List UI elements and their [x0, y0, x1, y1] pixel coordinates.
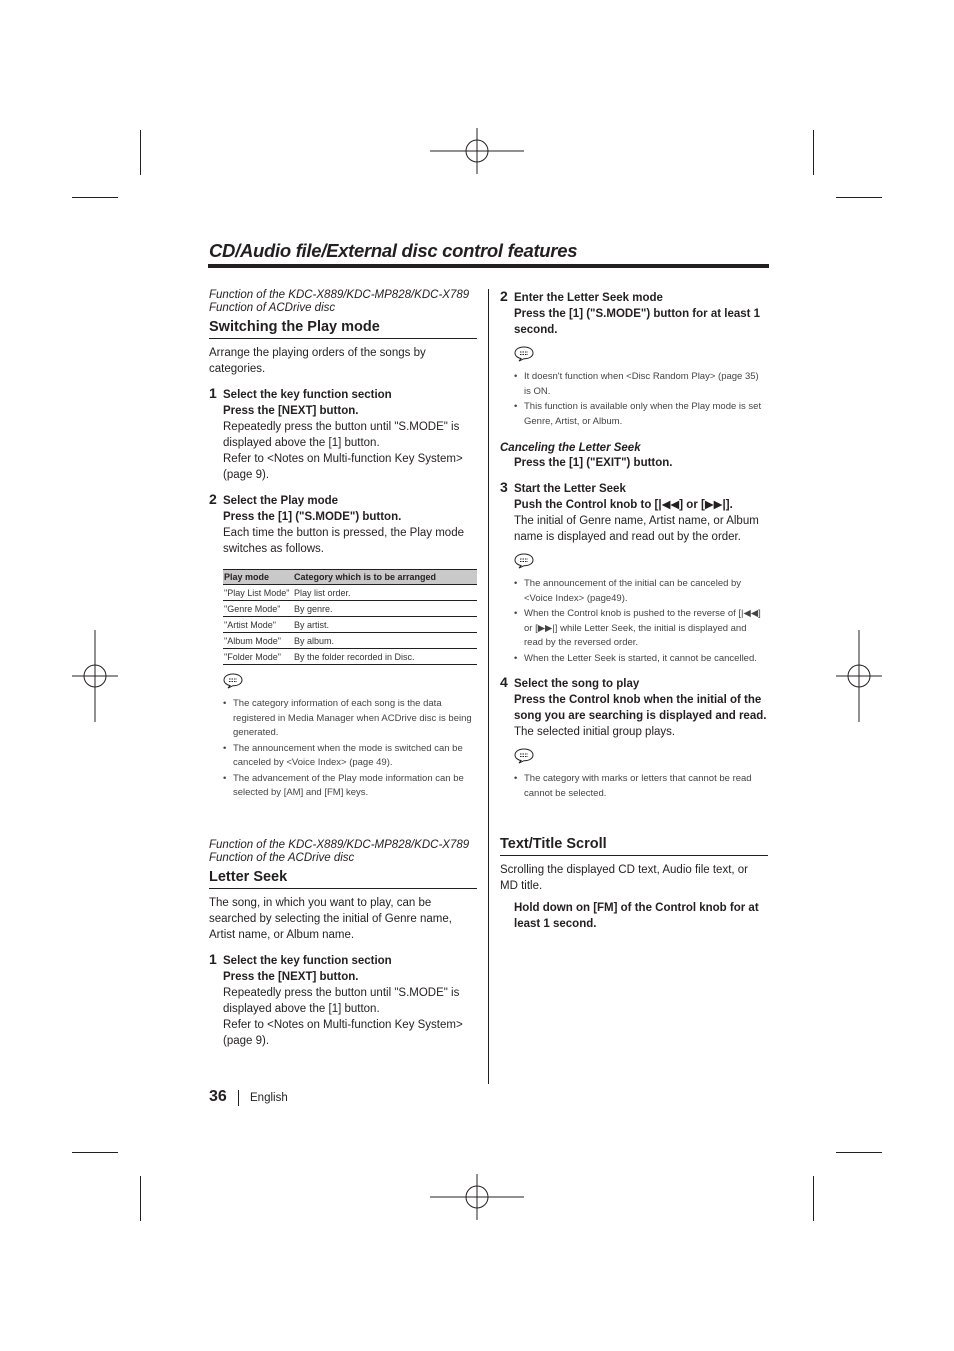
- note-icon: [514, 748, 534, 764]
- registration-mark-top: [430, 128, 524, 174]
- step-description: Refer to <Notes on Multi-function Key System> (page 9).: [223, 453, 463, 481]
- step-action: Push the Control knob to [|◀◀] or [▶▶|].: [514, 499, 733, 511]
- notes-list: [514, 772, 768, 801]
- table-cell: By album.: [293, 633, 477, 649]
- step-heading: Enter the Letter Seek mode: [514, 292, 663, 304]
- step-1: [209, 387, 477, 483]
- step-1: [209, 953, 477, 1049]
- table-cell: Play list order.: [293, 585, 477, 601]
- note-item: • When the Control knob is pushed to the reverse of [|◀◀] or [▶▶|] while Letter Seek, the initial is displayed and read by the reversed order.: [514, 607, 768, 651]
- note-icon: [514, 346, 534, 362]
- table-cell: "Genre Mode": [223, 601, 293, 617]
- section-intro: The song, in which you want to play, can be searched by selecting the initial of Genre name, Artist name, or Album name.: [209, 897, 452, 941]
- table-cell: By artist.: [293, 617, 477, 633]
- step-3: [500, 481, 768, 666]
- note-item: • The advancement of the Play mode information can be selected by [AM] and [FM] keys.: [223, 772, 477, 801]
- notes-list: [514, 577, 768, 666]
- step-number: 2: [500, 288, 508, 304]
- table-cell: "Folder Mode": [223, 649, 293, 665]
- step-description: Each time the button is pressed, the Play mode switches as follows.: [223, 527, 464, 555]
- step-heading: Start the Letter Seek: [514, 483, 626, 495]
- table-row: [223, 649, 477, 665]
- step-heading: Select the key function section: [223, 389, 392, 401]
- registration-mark-left: [72, 630, 118, 722]
- section-title: Switching the Play mode: [209, 319, 477, 339]
- page-title: CD/Audio file/External disc control features: [209, 240, 578, 261]
- table-cell: By genre.: [293, 601, 477, 617]
- step-number: 4: [500, 674, 508, 690]
- step-number: 3: [500, 479, 508, 495]
- section-intro: Scrolling the displayed CD text, Audio file text, or MD title.: [500, 864, 749, 892]
- step-number: 1: [209, 385, 217, 401]
- step-description: The initial of Genre name, Artist name, or Album name is displayed and read out by the order.: [514, 515, 759, 543]
- table-header-row: [223, 570, 477, 585]
- note-item: • The category information of each song is the data registered in Media Manager when ACDrive disc is being generated.: [223, 697, 477, 741]
- step-description: Repeatedly press the button until "S.MODE" is displayed above the [1] button.: [223, 987, 460, 1015]
- step-heading: Select the song to play: [514, 678, 640, 690]
- function-note: Function of ACDrive disc: [209, 302, 336, 314]
- step-action: Press the [NEXT] button.: [223, 405, 359, 417]
- step-action: Press the [1] ("S.MODE") button.: [223, 511, 402, 523]
- step-action: Press the [1] ("S.MODE") button for at least 1 second.: [514, 308, 761, 336]
- step-2: [209, 493, 477, 801]
- section-title: Letter Seek: [209, 869, 477, 889]
- function-note: Function of the KDC-X889/KDC-MP828/KDC-X789: [209, 839, 470, 851]
- table-cell: "Artist Mode": [223, 617, 293, 633]
- page-number: 36: [209, 1088, 227, 1105]
- step-action: Hold down on [FM] of the Control knob for at least 1 second.: [514, 902, 759, 930]
- table-cell: "Play List Mode": [223, 585, 293, 601]
- step-heading: Select the Play mode: [223, 495, 339, 507]
- section-intro: Arrange the playing orders of the songs by categories.: [209, 347, 426, 375]
- note-item: • This function is available only when the Play mode is set Genre, Artist, or Album.: [514, 400, 768, 429]
- letter-seek-continued: [500, 280, 768, 802]
- table-row: [223, 601, 477, 617]
- registration-mark-right: [836, 630, 882, 722]
- play-mode-table: [223, 569, 477, 665]
- table-header: Play mode: [223, 570, 293, 585]
- footer-divider: [238, 1090, 239, 1106]
- page-language: English: [250, 1092, 288, 1104]
- note-item: • The announcement of the initial can be canceled by <Voice Index> (page49).: [514, 577, 768, 606]
- function-note: Function of the ACDrive disc: [209, 852, 355, 864]
- canceling-heading: Canceling the Letter Seek: [500, 442, 641, 454]
- note-icon: [514, 553, 534, 569]
- step-2: [500, 290, 768, 429]
- step-action: Press the [NEXT] button.: [223, 971, 359, 983]
- title-rule: [208, 264, 769, 268]
- step-4: [500, 676, 768, 801]
- notes-list: [223, 697, 477, 801]
- letter-seek-section: [209, 839, 477, 1049]
- table-header: Category which is to be arranged: [293, 570, 477, 585]
- column-divider: [488, 289, 489, 1084]
- note-item: • When the Letter Seek is started, it cannot be cancelled.: [514, 652, 768, 667]
- step-description: The selected initial group plays.: [514, 726, 676, 738]
- note-item: • The announcement when the mode is switched can be canceled by <Voice Index> (page 49).: [223, 742, 477, 771]
- note-icon: [223, 673, 243, 689]
- notes-list: [514, 370, 768, 429]
- note-item: • It doesn't function when <Disc Random Play> (page 35) is ON.: [514, 370, 768, 399]
- step-description: Repeatedly press the button until "S.MODE" is displayed above the [1] button.: [223, 421, 460, 449]
- step-number: 1: [209, 951, 217, 967]
- table-row: [223, 633, 477, 649]
- section-title: Text/Title Scroll: [500, 836, 768, 856]
- table-row: [223, 617, 477, 633]
- table-row: [223, 585, 477, 601]
- table-cell: By the folder recorded in Disc.: [293, 649, 477, 665]
- step-description: Refer to <Notes on Multi-function Key System> (page 9).: [223, 1019, 463, 1047]
- play-mode-section: [209, 289, 477, 802]
- step-number: 2: [209, 491, 217, 507]
- registration-mark-bottom: [430, 1174, 524, 1220]
- text-scroll-section: [500, 832, 768, 932]
- table-cell: "Album Mode": [223, 633, 293, 649]
- step-heading: Select the key function section: [223, 955, 392, 967]
- cancel-action: Press the [1] ("EXIT") button.: [514, 457, 673, 469]
- step-action: Press the Control knob when the initial of the song you are searching is displayed and read.: [514, 694, 767, 722]
- note-item: • The category with marks or letters that cannot be read cannot be selected.: [514, 772, 768, 801]
- function-note: Function of the KDC-X889/KDC-MP828/KDC-X789: [209, 289, 470, 301]
